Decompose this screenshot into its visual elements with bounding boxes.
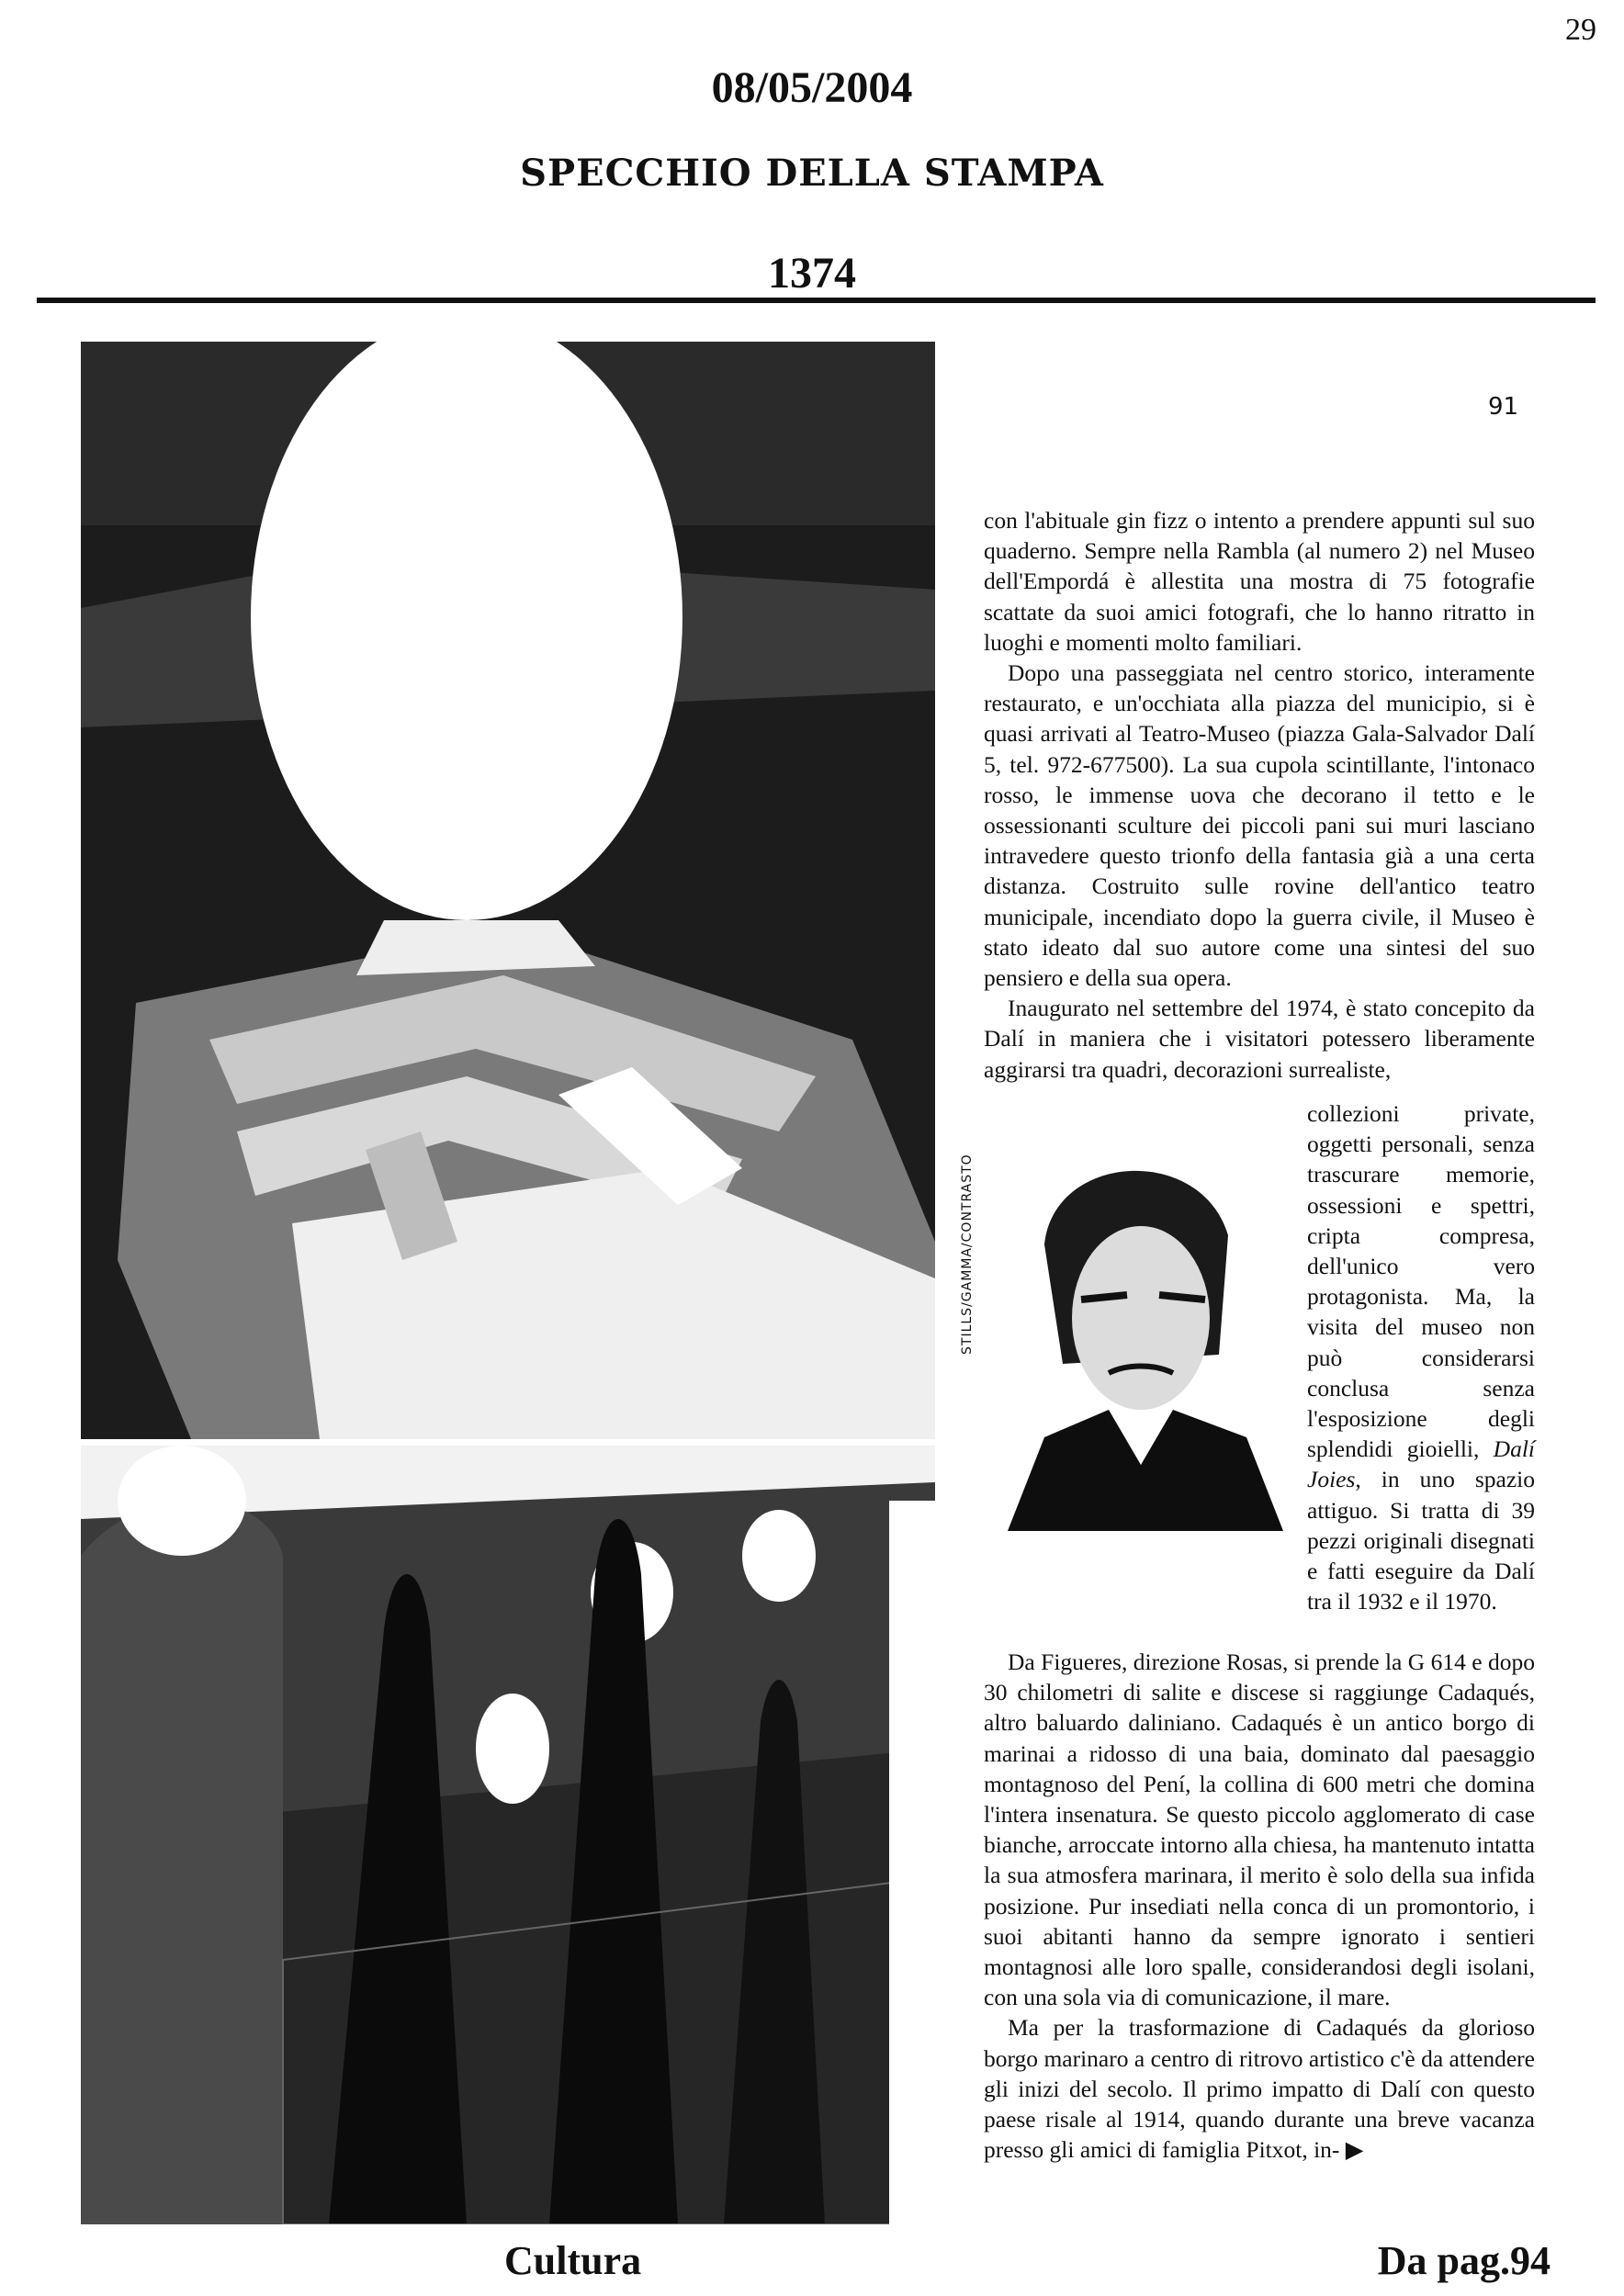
photo-museum-facade bbox=[81, 1446, 935, 2224]
publication-title: SPECCHIO DELLA STAMPA bbox=[520, 152, 1104, 195]
clipping-date: 08/05/2004 bbox=[711, 63, 913, 112]
article-column-bottom bbox=[984, 1647, 1535, 2165]
photo-credit: STILLS/GAMMA/CONTRASTO bbox=[960, 1154, 975, 1355]
continued-from-label: Da pag.94 bbox=[1377, 2238, 1551, 2283]
paragraph-1: con l'abituale gin fizz o intento a prendere appunti sul suo quaderno. Sempre nella Rambla (al numero 2) nel Museo dell'Empordá è allestita una mostra di 75 fotografie scattate da suoi amici fotografi, che lo hanno ritratto in luoghi e momenti molto familiari. bbox=[984, 507, 1535, 656]
paragraph-3-continued bbox=[1307, 1098, 1535, 1616]
paragraph-4: Da Figueres, direzione Rosas, si prende la G 614 e dopo 30 chilometri di salite e discese si raggiunge Cadaqués, altro baluardo daliniano. Cadaqués è un antico borgo di marinai a ridosso di una baia, dominato dal paesaggio montagnoso del Pení, la collina di 600 metri che domina l'intera insenatura. Se questo piccolo agglomerato di case bianche, arroccate intorno alla chiesa, ha mantenuto intatta la sua atmosfera marinara, il merito è solo della sua infida posizione. Pur insediati nella conca di un promontorio, i suoi abitanti hanno da sempre ignorato i sentieri montagnosi alle loro spalle, considerandosi degli isolani, con una sola via di comunicazione, il mare. bbox=[984, 1649, 1535, 2011]
issue-number: 1374 bbox=[768, 249, 856, 298]
wrap-text: collezioni private, oggetti personali, senza trascurare memorie, ossessioni e spettri, cripta compresa, dell'unico vero protagonista. Ma, la visita del museo non può considerarsi conclusa senza l'esposizione degli splendidi gioielli, bbox=[1307, 1100, 1535, 1463]
paragraph-2: Dopo una passeggiata nel centro storico, interamente restaurato, e un'occhiata alla piazza del municipio, si è quasi arrivati al Teatro-Museo (piazza Gala-Salvador Dalí 5, tel. 972-677500). La sua cupola scintillante, l'intonaco rosso, le immense uova che decorano il tetto e le ossessionanti sculture dei piccoli pani sui muri lasciano intravedere questo trionfo della fantasia già a una certa distanza. Costruito sulle rovine dell'antico teatro municipale, incendiato dopo la guerra civile, il Museo è stato ideato dal suo autore come una sintesi del suo pensiero e della sua opera. bbox=[984, 659, 1535, 992]
article-column-top bbox=[984, 505, 1535, 1085]
header-rule bbox=[37, 298, 1596, 303]
corner-page-number: 29 bbox=[1565, 13, 1596, 47]
paragraph-5: Ma per la trasformazione di Cadaqués da glorioso borgo marinaro a centro di ritrovo artistico c'è da attendere gli inizi del secolo. Il primo impatto di Dalí con questo paese risale al 1914, quando durante una breve vacanza presso gli amici di famiglia Pitxot, in- ▶ bbox=[984, 2014, 1535, 2164]
wrap-text-after: , in uno spazio attiguo. Si tratta di 39 pezzi originali disegnati e fatti eseguire da Dalí tra il 1932 e il 1970. bbox=[1307, 1466, 1535, 1615]
photo-egg-roof bbox=[81, 342, 935, 1439]
article-column-wrap bbox=[984, 1098, 1535, 1616]
article-page-number: 91 bbox=[1488, 393, 1519, 421]
dali-joies-title: Dalí Joies bbox=[1307, 1435, 1535, 1493]
section-label: Cultura bbox=[504, 2238, 642, 2283]
paragraph-3: Inaugurato nel settembre del 1974, è stato concepito da Dalí in maniera che i visitatori potessero liberamente aggirarsi tra quadri, decorazioni surrealiste, bbox=[984, 995, 1535, 1083]
